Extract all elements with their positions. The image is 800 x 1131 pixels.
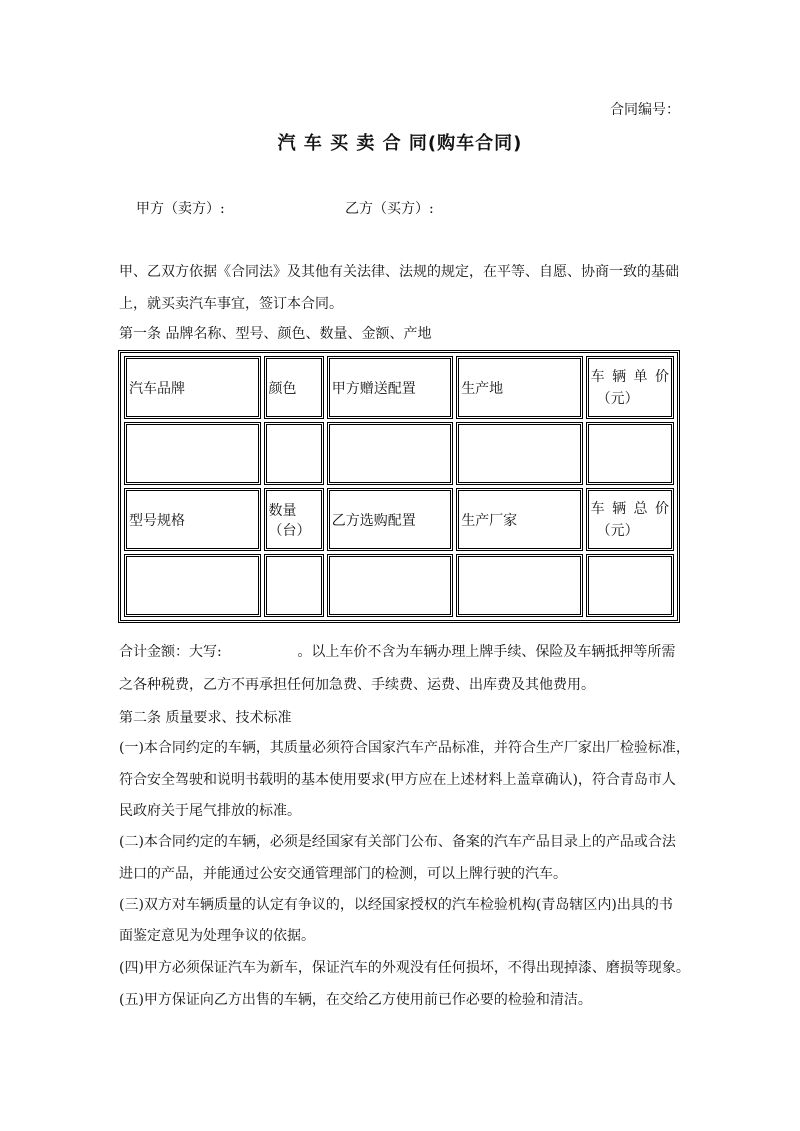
unit-price-char: 车 <box>590 368 605 385</box>
total-price-char: 车 <box>590 500 605 517</box>
clause-line: (二)本合同约定的车辆，必须是经国家有关部门公布、备案的汽车产品目录上的产品或合法 <box>119 834 676 850</box>
clause-line: 民政府关于尾气排放的标准。 <box>119 803 301 819</box>
article-2-heading: 第二条 质量要求、技术标准 <box>119 710 292 726</box>
cell-quantity-value[interactable] <box>264 554 324 617</box>
intro-line-1: 甲、乙双方依据《合同法》及其他有关法律、法规的规定，在平等、自愿、协商一致的基础 <box>119 264 679 280</box>
party-b-label: 乙方（买方）: <box>345 201 434 217</box>
article-1-heading: 第一条 品牌名称、型号、颜色、数量、金额、产地 <box>119 326 432 342</box>
cell-model-value[interactable] <box>124 554 261 617</box>
total-price-char: 辆 <box>612 500 627 517</box>
total-price-unit: （元） <box>596 522 639 539</box>
clause-line: 进口的产品，并能通过公安交通管理部门的检测，可以上牌行驶的汽车。 <box>119 866 567 882</box>
party-a-label: 甲方（卖方）: <box>136 201 225 217</box>
clause-line: (五)甲方保证向乙方出售的车辆，在交给乙方使用前已作必要的检验和清洁。 <box>119 992 592 1008</box>
cell-color-value[interactable] <box>264 422 324 485</box>
cell-total-price-label <box>586 488 674 551</box>
clause-line: 面鉴定意见为处理争议的依据。 <box>119 928 315 944</box>
clause-line: (四)甲方必须保证汽车为新车，保证汽车的外观没有任何损坏，不得出现掉漆、磨损等现象。 <box>119 960 690 976</box>
table-row <box>124 422 674 485</box>
contract-number-label: 合同编号： <box>610 102 680 118</box>
total-price-char: 总 <box>633 500 648 517</box>
total-amount-line-1: 合计金额：大写: 。以上车价不含为车辆办理上牌手续、保险及车辆抵押等所需 <box>119 644 676 660</box>
table-row <box>124 488 674 551</box>
cell-manufacturer-label: 生产厂家 <box>456 488 582 551</box>
table-row <box>124 356 674 419</box>
cell-unit-price-label <box>586 356 674 419</box>
cell-brand-label: 汽车品牌 <box>124 356 261 419</box>
cell-optional-config-value[interactable] <box>327 554 453 617</box>
total-amount-line-2: 之各种税费，乙方不再承担任何加急费、手续费、运费、出库费及其他费用。 <box>119 677 595 693</box>
cell-model-label: 型号规格 <box>124 488 261 551</box>
cell-origin-value[interactable] <box>456 422 582 485</box>
total-price-char: 价 <box>654 500 669 517</box>
unit-price-char: 单 <box>633 368 648 385</box>
cell-origin-label: 生产地 <box>456 356 582 419</box>
cell-quantity-label: 数量（台） <box>264 488 324 551</box>
unit-price-char: 辆 <box>612 368 627 385</box>
clause-line: (一)本合同约定的车辆，其质量必须符合国家汽车产品标准，并符合生产厂家出厂检验标准， <box>119 740 690 756</box>
cell-manufacturer-value[interactable] <box>456 554 582 617</box>
cell-optional-config-label: 乙方选购配置 <box>327 488 453 551</box>
unit-price-char: 价 <box>654 368 669 385</box>
unit-price-unit: （元） <box>596 390 639 407</box>
cell-brand-value[interactable] <box>124 422 261 485</box>
cell-color-label: 颜色 <box>264 356 324 419</box>
vehicle-table <box>118 350 680 623</box>
cell-gift-config-value[interactable] <box>327 422 453 485</box>
cell-total-price-value[interactable] <box>586 554 674 617</box>
cell-unit-price-value[interactable] <box>586 422 674 485</box>
document-title: 汽 车 买 卖 合 同(购车合同) <box>277 133 523 154</box>
intro-line-2: 上，就买卖汽车事宜，签订本合同。 <box>119 296 343 312</box>
cell-gift-config-label: 甲方赠送配置 <box>327 356 453 419</box>
clause-line: 符合安全驾驶和说明书载明的基本使用要求(甲方应在上述材料上盖章确认)，符合青岛市人 <box>119 772 676 788</box>
clause-line: (三)双方对车辆质量的认定有争议的，以经国家授权的汽车检验机构(青岛辖区内)出具的书 <box>119 897 673 913</box>
table-row <box>124 554 674 617</box>
